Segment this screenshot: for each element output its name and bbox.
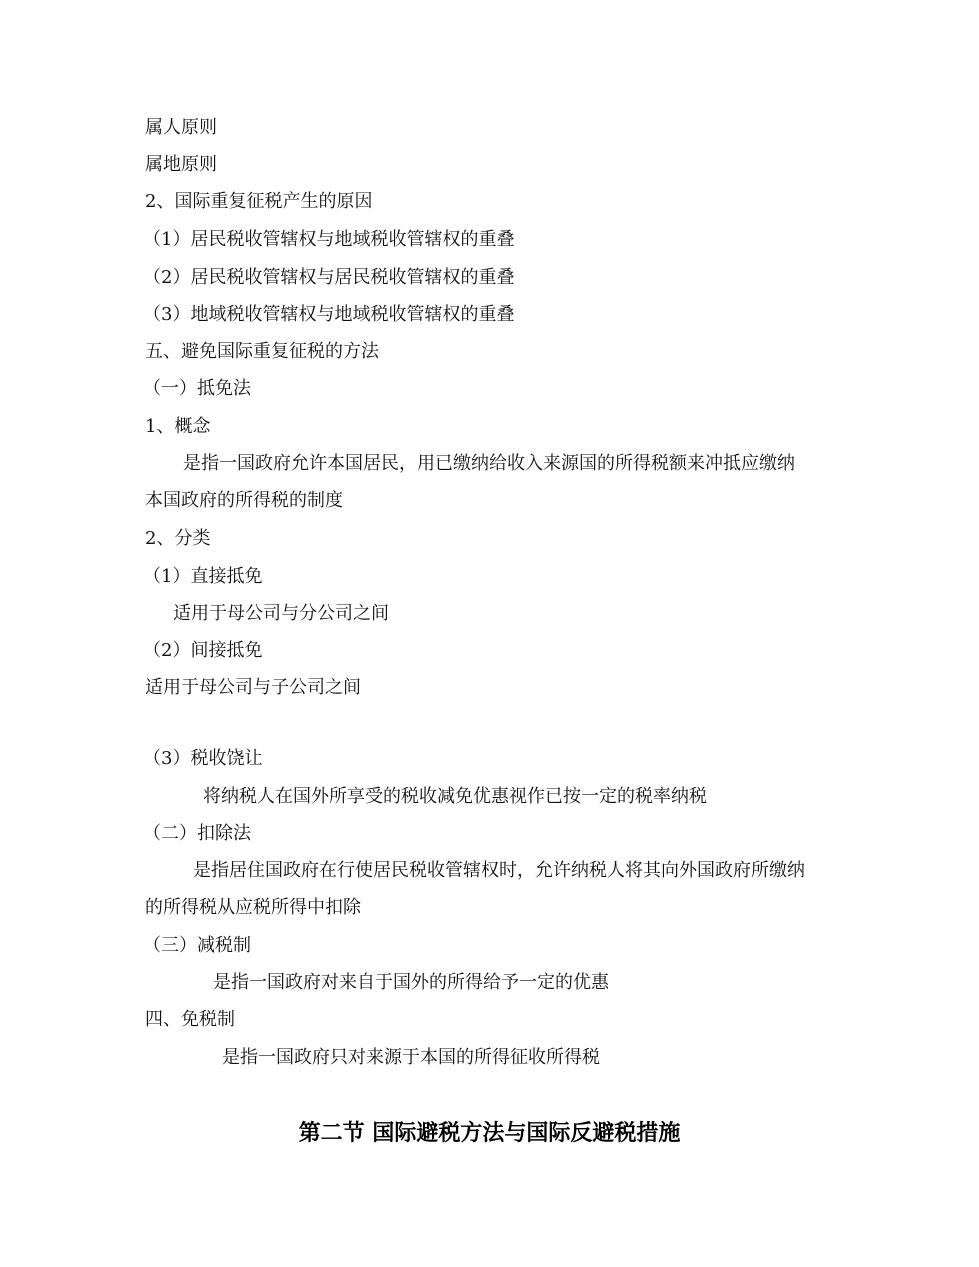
text-line-4: （1）居民税收管辖权与地域税收管辖权的重叠	[143, 229, 515, 250]
text-line-23: 是指一国政府对来自于国外的所得给予一定的优惠	[213, 972, 609, 993]
text-line-8: （一）抵免法	[143, 378, 251, 399]
text-line-3: 2、国际重复征税产生的原因	[145, 191, 373, 212]
text-line-13: （1）直接抵免	[143, 566, 263, 587]
text-line-2: 属地原则	[145, 154, 217, 175]
text-line-6: （3）地域税收管辖权与地域税收管辖权的重叠	[143, 304, 515, 325]
text-line-20: 是指居住国政府在行使居民税收管辖权时，允许纳税人将其向外国政府所缴纳	[193, 860, 805, 881]
text-line-24: 四、免税制	[145, 1009, 235, 1030]
text-line-12: 2、分类	[145, 528, 211, 549]
text-line-9: 1、概念	[145, 416, 211, 437]
text-line-16: 适用于母公司与子公司之间	[145, 677, 361, 698]
text-line-15: （2）间接抵免	[143, 640, 263, 661]
text-line-25: 是指一国政府只对来源于本国的所得征收所得税	[222, 1047, 600, 1068]
text-line-1: 属人原则	[145, 117, 217, 138]
text-line-17: （3）税收饶让	[143, 748, 263, 769]
text-line-11: 本国政府的所得税的制度	[145, 490, 343, 511]
text-line-18: 将纳税人在国外所享受的税收减免优惠视作已按一定的税率纳税	[203, 786, 707, 807]
text-line-5: （2）居民税收管辖权与居民税收管辖权的重叠	[143, 267, 515, 288]
text-line-14: 适用于母公司与分公司之间	[173, 603, 389, 624]
section-heading: 第二节 国际避税方法与国际反避税措施	[298, 1120, 681, 1146]
text-line-22: （三）减税制	[143, 935, 251, 956]
text-line-10: 是指一国政府允许本国居民，用已缴纳给收入来源国的所得税额来冲抵应缴纳	[183, 453, 795, 474]
text-line-21: 的所得税从应税所得中扣除	[145, 897, 361, 918]
text-line-19: （二）扣除法	[143, 823, 251, 844]
text-line-7: 五、避免国际重复征税的方法	[145, 341, 379, 362]
